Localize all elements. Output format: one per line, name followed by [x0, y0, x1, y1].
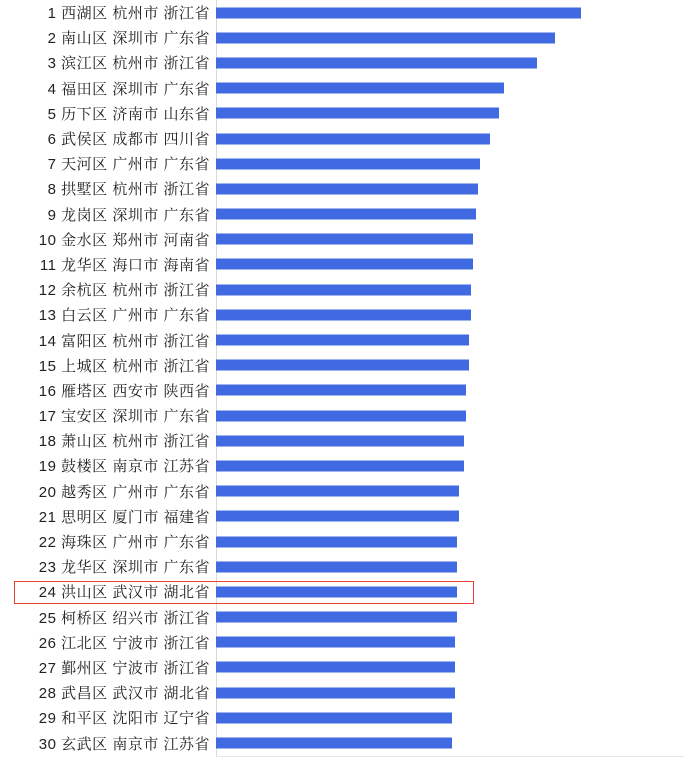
chart-row — [0, 202, 684, 227]
bar-track — [216, 504, 684, 529]
bar-track — [216, 101, 684, 126]
category-label: 13 白云区 广州市 广东省 — [38, 307, 210, 325]
bar-track — [216, 252, 684, 277]
chart-row — [0, 302, 684, 327]
chart-row — [0, 655, 684, 680]
bar-track — [216, 705, 684, 730]
category-label: 5 历下区 济南市 山东省 — [47, 105, 210, 123]
chart-row — [0, 705, 684, 730]
category-label: 28 武昌区 武汉市 湖北省 — [38, 685, 210, 703]
chart-row — [0, 0, 684, 25]
bar — [216, 158, 480, 169]
chart-row — [0, 25, 684, 50]
category-label: 17 宝安区 深圳市 广东省 — [38, 408, 210, 426]
bar — [216, 511, 459, 522]
category-label: 1 西湖区 杭州市 浙江省 — [47, 5, 210, 23]
category-label: 21 思明区 厦门市 福建省 — [38, 508, 210, 526]
bar-track — [216, 353, 684, 378]
category-label: 2 南山区 深圳市 广东省 — [47, 30, 210, 48]
bar-track — [216, 25, 684, 50]
chart-row — [0, 76, 684, 101]
chart-row — [0, 428, 684, 453]
chart-row — [0, 227, 684, 252]
bar-track — [216, 403, 684, 428]
bar-track — [216, 605, 684, 630]
category-label: 8 拱墅区 杭州市 浙江省 — [47, 181, 210, 199]
category-label: 7 天河区 广州市 广东省 — [47, 156, 210, 174]
bar-track — [216, 277, 684, 302]
chart-row — [0, 252, 684, 277]
bar-track — [216, 680, 684, 705]
category-label: 26 江北区 宁波市 浙江省 — [38, 634, 210, 652]
category-label: 18 萧山区 杭州市 浙江省 — [38, 433, 210, 451]
chart-row — [0, 277, 684, 302]
chart-row — [0, 579, 684, 604]
chart-row — [0, 327, 684, 352]
bar-track — [216, 302, 684, 327]
bar-track — [216, 176, 684, 201]
bar-track — [216, 151, 684, 176]
category-label: 20 越秀区 广州市 广东省 — [38, 483, 210, 501]
bar — [216, 32, 555, 43]
bar — [216, 259, 473, 270]
chart-row — [0, 378, 684, 403]
bar-track — [216, 655, 684, 680]
bar — [216, 309, 471, 320]
chart-row — [0, 50, 684, 75]
bar — [216, 108, 499, 119]
chart-row — [0, 101, 684, 126]
chart-row — [0, 453, 684, 478]
chart-row — [0, 730, 684, 755]
category-label: 27 鄞州区 宁波市 浙江省 — [38, 659, 210, 677]
bar — [216, 687, 455, 698]
category-label: 24 洪山区 武汉市 湖北省 — [38, 584, 210, 602]
bar — [216, 183, 478, 194]
bar — [216, 536, 457, 547]
bar-track — [216, 126, 684, 151]
bar-track — [216, 227, 684, 252]
bar — [216, 57, 537, 68]
chart-row — [0, 403, 684, 428]
category-label: 25 柯桥区 绍兴市 浙江省 — [38, 609, 210, 627]
bar-track — [216, 730, 684, 755]
chart-row — [0, 151, 684, 176]
bar-track — [216, 428, 684, 453]
category-label: 29 和平区 沈阳市 辽宁省 — [38, 710, 210, 728]
bar — [216, 712, 452, 723]
category-label: 19 鼓楼区 南京市 江苏省 — [38, 458, 210, 476]
bar — [216, 486, 459, 497]
bar — [216, 586, 457, 597]
category-label: 4 福田区 深圳市 广东省 — [47, 80, 210, 98]
chart-row — [0, 504, 684, 529]
category-label: 9 龙岗区 深圳市 广东省 — [47, 206, 210, 224]
category-label: 30 玄武区 南京市 江苏省 — [38, 735, 210, 753]
bar-track — [216, 630, 684, 655]
chart-row — [0, 630, 684, 655]
bar — [216, 234, 473, 245]
category-label: 15 上城区 杭州市 浙江省 — [38, 357, 210, 375]
category-label: 6 武侯区 成都市 四川省 — [47, 131, 210, 149]
bar — [216, 385, 466, 396]
chart-row — [0, 554, 684, 579]
bar-track — [216, 529, 684, 554]
bar-track — [216, 554, 684, 579]
bar-track — [216, 479, 684, 504]
category-label: 22 海珠区 广州市 广东省 — [38, 534, 210, 552]
category-label: 10 金水区 郑州市 河南省 — [38, 231, 210, 249]
bar — [216, 360, 469, 371]
bar — [216, 7, 581, 18]
chart-row — [0, 479, 684, 504]
bar — [216, 612, 457, 623]
bar — [216, 284, 471, 295]
bar-track — [216, 50, 684, 75]
chart-row — [0, 176, 684, 201]
bar — [216, 83, 504, 94]
chart-row — [0, 680, 684, 705]
bar — [216, 460, 464, 471]
bar-track — [216, 453, 684, 478]
bar — [216, 410, 466, 421]
bar-track — [216, 378, 684, 403]
bar-track — [216, 327, 684, 352]
bar-track — [216, 579, 684, 604]
bar — [216, 738, 452, 749]
chart-row — [0, 353, 684, 378]
bar — [216, 133, 490, 144]
bar — [216, 335, 469, 346]
bar — [216, 435, 464, 446]
bar-track — [216, 0, 684, 25]
category-label: 14 富阳区 杭州市 浙江省 — [38, 332, 210, 350]
chart-row — [0, 605, 684, 630]
category-label: 3 滨江区 杭州市 浙江省 — [47, 55, 210, 73]
axis-baseline — [216, 756, 684, 757]
bar — [216, 209, 476, 220]
chart-row — [0, 529, 684, 554]
category-label: 12 余杭区 杭州市 浙江省 — [38, 282, 210, 300]
category-label: 23 龙华区 深圳市 广东省 — [38, 559, 210, 577]
chart-row — [0, 126, 684, 151]
bar-track — [216, 76, 684, 101]
category-label: 11 龙华区 海口市 海南省 — [39, 256, 210, 274]
bar — [216, 561, 457, 572]
bar-track — [216, 202, 684, 227]
bar — [216, 662, 455, 673]
bar — [216, 637, 455, 648]
category-label: 16 雁塔区 西安市 陕西省 — [38, 382, 210, 400]
